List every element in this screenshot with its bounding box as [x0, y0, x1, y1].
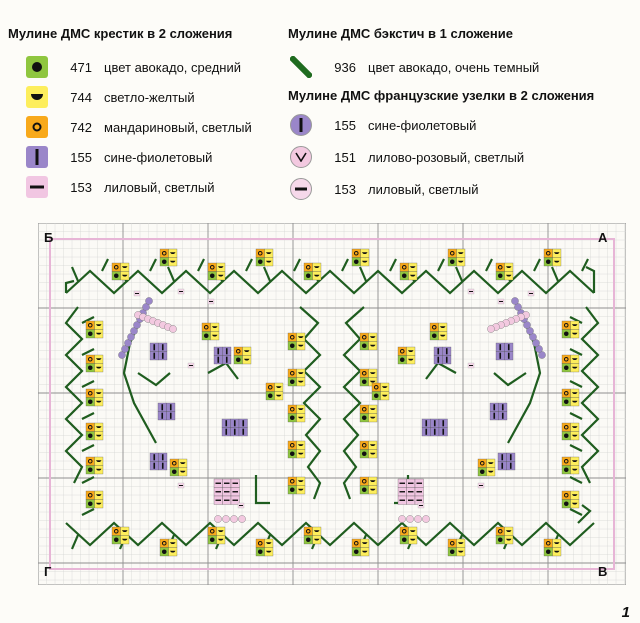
stitch-symbol [499, 344, 501, 350]
stitch-symbol [434, 429, 436, 435]
stitch-symbol [502, 413, 504, 419]
legend-knots-title: Мулине ДМС французские узелки в 2 сложения [288, 88, 595, 103]
knot-155 [290, 114, 312, 136]
knot-153 [290, 178, 312, 200]
stitch-symbol [135, 293, 139, 294]
stitch-symbol [498, 273, 503, 278]
stitch-cell [208, 263, 217, 272]
stitch-symbol [437, 357, 439, 363]
stitch-cell [86, 491, 95, 500]
stitch-symbol [290, 415, 295, 420]
stitch-symbol [446, 357, 448, 363]
stitch-cell [562, 355, 571, 364]
legend-cross-title: Мулине ДМС крестик в 2 сложения [8, 26, 233, 41]
stitch-symbol [417, 483, 423, 484]
french-knot [398, 515, 405, 522]
legend-label: сине-фиолетовый [104, 149, 213, 165]
diagonal-stroke-icon [290, 56, 312, 78]
corner-label-bottom-right: В [598, 564, 608, 579]
legend-knot-item [290, 114, 476, 136]
stitch-symbol [508, 353, 510, 359]
stitch-cell [234, 347, 243, 356]
stitch-symbol [306, 537, 311, 542]
legend-label: мандариновый, светлый [104, 119, 252, 135]
v-mark-icon [295, 152, 307, 162]
stitch-cell [112, 263, 121, 272]
stitch-symbol [225, 420, 227, 426]
stitch-symbol [564, 331, 569, 336]
stitch-cell [160, 539, 169, 548]
stitch-cell [202, 323, 211, 332]
stitch-symbol [217, 357, 219, 363]
legend-backstitch-item [290, 56, 539, 78]
french-knot [406, 515, 413, 522]
legend-cross-item [26, 176, 214, 198]
stitch-cell [544, 249, 553, 258]
stitch-symbol [88, 331, 93, 336]
stitch-symbol [234, 420, 236, 426]
stitch-cell [496, 263, 505, 272]
stitch-symbol [290, 343, 295, 348]
stitch-symbol [224, 483, 230, 484]
vertical-bar-icon [34, 149, 40, 165]
stitch-cell [360, 477, 369, 486]
stitch-symbol [529, 293, 533, 294]
stitch-symbol [362, 415, 367, 420]
stitch-symbol [564, 365, 569, 370]
stitch-symbol [400, 491, 406, 492]
horizontal-dash-icon [295, 187, 307, 191]
stitch-symbol [564, 467, 569, 472]
french-knot [238, 515, 245, 522]
stitch-symbol [362, 343, 367, 348]
stitch-symbol [425, 420, 427, 426]
stitch-symbol [233, 500, 239, 501]
stitch-symbol [564, 501, 569, 506]
stitch-cell [266, 383, 275, 392]
stitch-symbol [469, 365, 473, 366]
stitch-symbol [179, 485, 183, 486]
french-knot [487, 325, 494, 332]
legend-label: лиловый, светлый [368, 181, 479, 197]
french-knot [422, 515, 429, 522]
stitch-symbol [153, 463, 155, 469]
legend-label: светло-желтый [104, 89, 195, 105]
stitch-symbol [425, 429, 427, 435]
stitch-symbol [226, 357, 228, 363]
stitch-symbol [417, 500, 423, 501]
stitch-symbol [450, 549, 455, 554]
stitch-symbol [354, 259, 359, 264]
stitch-symbol [417, 491, 423, 492]
stitch-symbol [480, 469, 485, 474]
ring-icon [31, 121, 43, 133]
stitch-symbol [216, 483, 222, 484]
stitch-symbol [354, 549, 359, 554]
stitch-symbol [114, 537, 119, 542]
stitch-symbol [510, 463, 512, 469]
legend-knot-item [290, 178, 478, 200]
french-knot [145, 297, 152, 304]
stitch-cell [430, 323, 439, 332]
stitch-cell [112, 527, 121, 536]
stitch-symbol [242, 429, 244, 435]
stitch-cell [170, 459, 179, 468]
horizontal-dash-icon [30, 185, 44, 189]
stitch-symbol [402, 537, 407, 542]
swatch-742 [26, 116, 48, 138]
stitch-symbol [362, 487, 367, 492]
stitch-symbol [161, 413, 163, 419]
stitch-symbol [189, 365, 193, 366]
stitch-cell [86, 355, 95, 364]
stitch-cell [544, 539, 553, 548]
stitch-cell [352, 539, 361, 548]
french-knot [230, 515, 237, 522]
stitch-symbol [499, 301, 503, 302]
stitch-symbol [179, 291, 183, 292]
legend-label: цвет авокадо, средний [104, 59, 241, 75]
stitch-symbol [234, 429, 236, 435]
stitch-cell [86, 321, 95, 330]
legend-code: 155 [70, 149, 92, 165]
stitch-symbol [236, 357, 241, 362]
stitch-symbol [362, 379, 367, 384]
stitch-symbol [469, 291, 473, 292]
stitch-symbol [306, 273, 311, 278]
legend-cross-item [26, 86, 195, 108]
stitch-symbol [442, 420, 444, 426]
stitch-symbol [153, 344, 155, 350]
french-knot [414, 515, 421, 522]
page-number: 1 [621, 604, 630, 621]
swatch-471 [26, 56, 48, 78]
stitch-cell [288, 405, 297, 414]
stitch-symbol [501, 454, 503, 460]
stitch-symbol [502, 404, 504, 410]
swatch-153 [26, 176, 48, 198]
filled-circle-icon [31, 61, 43, 73]
legend-code: 936 [334, 59, 356, 75]
stitch-symbol [242, 420, 244, 426]
stitch-symbol [170, 404, 172, 410]
corner-label-top-right: А [598, 230, 608, 245]
swatch-155 [26, 146, 48, 168]
stitch-symbol [88, 433, 93, 438]
stitch-cell [496, 527, 505, 536]
stitch-symbol [362, 451, 367, 456]
stitch-symbol [450, 259, 455, 264]
stitch-symbol [434, 420, 436, 426]
stitch-symbol [400, 483, 406, 484]
half-circle-icon [30, 92, 44, 102]
legend-knot-item [290, 146, 524, 168]
stitch-symbol [290, 451, 295, 456]
stitch-symbol [216, 491, 222, 492]
french-knot [511, 297, 518, 304]
stitch-cell [400, 263, 409, 272]
french-knot [169, 325, 176, 332]
stitch-symbol [268, 393, 273, 398]
stitch-symbol [374, 393, 379, 398]
stitch-symbol [226, 348, 228, 354]
corner-label-top-left: Б [44, 230, 54, 245]
stitch-symbol [258, 259, 263, 264]
stitch-cell [562, 457, 571, 466]
legend-cross-item [26, 116, 252, 138]
stitch-symbol [400, 357, 405, 362]
stitch-symbol [88, 467, 93, 472]
stitch-cell [288, 441, 297, 450]
stitch-symbol [224, 491, 230, 492]
stitch-cell [352, 249, 361, 258]
legend-backstitch-title: Мулине ДМС бэкстич в 1 сложение [288, 26, 513, 41]
stitch-symbol [546, 259, 551, 264]
stitch-cell [372, 383, 381, 392]
stitch-symbol [499, 353, 501, 359]
stitch-symbol [501, 463, 503, 469]
stitch-symbol [162, 454, 164, 460]
stitch-symbol [162, 353, 164, 359]
stitch-symbol [546, 549, 551, 554]
cross-stitch-chart [38, 223, 626, 585]
stitch-symbol [400, 500, 406, 501]
stitch-cell [86, 457, 95, 466]
stitch-symbol [258, 549, 263, 554]
stitch-symbol [114, 273, 119, 278]
stitch-symbol [162, 344, 164, 350]
stitch-symbol [88, 501, 93, 506]
legend-code: 155 [334, 117, 356, 133]
stitch-symbol [479, 485, 483, 486]
stitch-cell [360, 441, 369, 450]
stitch-symbol [170, 413, 172, 419]
stitch-symbol [153, 353, 155, 359]
stitch-symbol [161, 404, 163, 410]
stitch-cell [360, 333, 369, 342]
stitch-cell [360, 369, 369, 378]
stitch-symbol [402, 273, 407, 278]
stitch-cell [256, 539, 265, 548]
stitch-symbol [564, 399, 569, 404]
stitch-cell [160, 249, 169, 258]
legend-label: лилово-розовый, светлый [368, 149, 525, 165]
stitch-symbol [233, 483, 239, 484]
stitch-symbol [290, 487, 295, 492]
stitch-cell [478, 459, 487, 468]
stitch-symbol [564, 433, 569, 438]
stitch-symbol [510, 454, 512, 460]
french-knot [222, 515, 229, 522]
stitch-symbol [493, 404, 495, 410]
stitch-symbol [437, 348, 439, 354]
corner-label-bottom-left: Г [44, 564, 52, 579]
stitch-cell [448, 539, 457, 548]
stitch-cell [562, 389, 571, 398]
stitch-symbol [239, 505, 243, 506]
legend-code: 153 [70, 179, 92, 195]
stitch-cell [448, 249, 457, 258]
stitch-symbol [210, 273, 215, 278]
stitch-cell [288, 333, 297, 342]
stitch-symbol [88, 365, 93, 370]
stitch-cell [360, 405, 369, 414]
stitch-symbol [508, 344, 510, 350]
stitch-symbol [224, 500, 230, 501]
stitch-symbol [442, 429, 444, 435]
stitch-symbol [408, 491, 414, 492]
stitch-cell [562, 423, 571, 432]
stitch-symbol [408, 483, 414, 484]
stitch-symbol [88, 399, 93, 404]
stitch-cell [288, 477, 297, 486]
stitch-cell [304, 263, 313, 272]
stitch-symbol [172, 469, 177, 474]
french-knot [214, 515, 221, 522]
legend-code: 744 [70, 89, 92, 105]
stitch-symbol [225, 429, 227, 435]
stitch-symbol [408, 500, 414, 501]
vertical-bar-icon [298, 118, 304, 132]
stitch-cell [86, 389, 95, 398]
swatch-936 [290, 56, 312, 78]
legend-cross-item [26, 146, 212, 168]
stitch-symbol [217, 348, 219, 354]
stitch-symbol [162, 259, 167, 264]
stitch-cell [400, 527, 409, 536]
legend-code: 471 [70, 59, 92, 75]
legend-label: лиловый, светлый [104, 179, 215, 195]
stitch-symbol [216, 500, 222, 501]
stitch-symbol [432, 333, 437, 338]
legend-code: 742 [70, 119, 92, 135]
swatch-744 [26, 86, 48, 108]
stitch-cell [562, 491, 571, 500]
stitch-symbol [233, 491, 239, 492]
legend-label: цвет авокадо, очень темный [368, 59, 540, 75]
stitch-symbol [153, 454, 155, 460]
stitch-symbol [209, 301, 213, 302]
stitch-symbol [162, 549, 167, 554]
stitch-cell [86, 423, 95, 432]
stitch-cell [304, 527, 313, 536]
stitch-symbol [204, 333, 209, 338]
stitch-symbol [446, 348, 448, 354]
stitch-cell [256, 249, 265, 258]
stitch-symbol [162, 463, 164, 469]
legend-label: сине-фиолетовый [368, 117, 477, 133]
stitch-cell [288, 369, 297, 378]
legend-cross-item [26, 56, 241, 78]
stitch-cell [208, 527, 217, 536]
stitch-cell [562, 321, 571, 330]
stitch-symbol [493, 413, 495, 419]
stitch-cell [398, 347, 407, 356]
knot-151 [290, 146, 312, 168]
stitch-symbol [498, 537, 503, 542]
stitch-symbol [290, 379, 295, 384]
stitch-symbol [419, 505, 423, 506]
stitch-symbol [210, 537, 215, 542]
legend-code: 151 [334, 149, 356, 165]
legend-code: 153 [334, 181, 356, 197]
